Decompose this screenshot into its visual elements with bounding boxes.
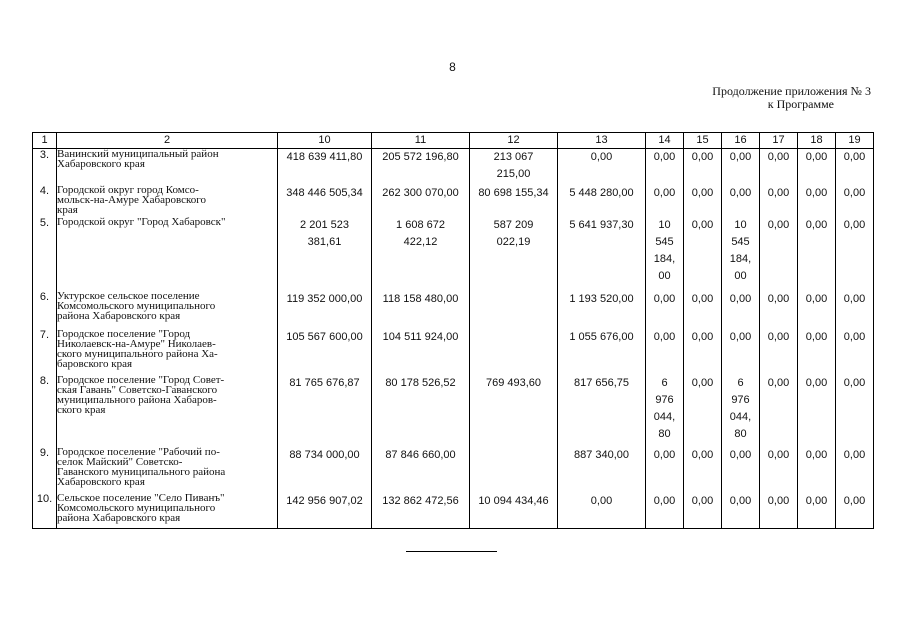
continuation-line-2: к Программе: [767, 97, 834, 111]
amount-cell: [470, 291, 558, 329]
footer-rule: [406, 551, 497, 552]
small-amount-cell: 0,00: [798, 375, 836, 447]
small-amount-cell: 0,00: [760, 291, 798, 329]
amount-cell: 80 698 155,34: [470, 185, 558, 217]
small-amount-cell: 0,00: [646, 493, 684, 529]
table-row: [33, 149, 874, 185]
page-number: 8: [449, 60, 456, 74]
column-header: 18: [798, 133, 836, 149]
small-amount-cell: 0,00: [798, 329, 836, 375]
amount-cell: 262 300 070,00: [372, 185, 470, 217]
small-amount-cell: 0,00: [798, 291, 836, 329]
row-number: 4.: [33, 185, 57, 217]
column-header: 16: [722, 133, 760, 149]
table-row: [33, 217, 874, 291]
row-number: 10.: [33, 493, 57, 529]
amount-cell: 5 448 280,00: [558, 185, 646, 217]
small-amount-cell: 0,00: [646, 149, 684, 185]
municipality-name: Городской округ город Комсо- мольск-на-Амуре Хабаровского края: [57, 185, 278, 217]
small-amount-cell: 0,00: [798, 185, 836, 217]
small-amount-cell: 0,00: [760, 217, 798, 291]
amount-cell: 348 446 505,34: [278, 185, 372, 217]
small-amount-cell: 0,00: [836, 149, 874, 185]
amount-cell: 132 862 472,56: [372, 493, 470, 529]
small-amount-cell: 0,00: [684, 185, 722, 217]
amount-cell: 2 201 523 381,61: [278, 217, 372, 291]
small-amount-cell: 0,00: [684, 375, 722, 447]
small-amount-cell: 0,00: [646, 447, 684, 493]
row-number: 5.: [33, 217, 57, 291]
amount-cell: 5 641 937,30: [558, 217, 646, 291]
amount-cell: 10 094 434,46: [470, 493, 558, 529]
budget-table: [32, 132, 874, 529]
column-header: 10: [278, 133, 372, 149]
amount-cell: 1 193 520,00: [558, 291, 646, 329]
small-amount-cell: 0,00: [798, 149, 836, 185]
small-amount-cell: 0,00: [760, 185, 798, 217]
small-amount-cell: 6 976 044, 80: [646, 375, 684, 447]
table-row: [33, 329, 874, 375]
small-amount-cell: 0,00: [798, 447, 836, 493]
amount-cell: [470, 329, 558, 375]
amount-cell: 418 639 411,80: [278, 149, 372, 185]
small-amount-cell: 0,00: [646, 329, 684, 375]
column-header: 12: [470, 133, 558, 149]
small-amount-cell: 0,00: [836, 291, 874, 329]
small-amount-cell: 0,00: [760, 493, 798, 529]
small-amount-cell: 0,00: [722, 329, 760, 375]
amount-cell: 88 734 000,00: [278, 447, 372, 493]
small-amount-cell: 0,00: [760, 329, 798, 375]
small-amount-cell: 0,00: [722, 291, 760, 329]
amount-cell: 817 656,75: [558, 375, 646, 447]
amount-cell: 104 511 924,00: [372, 329, 470, 375]
small-amount-cell: 0,00: [722, 447, 760, 493]
row-number: 9.: [33, 447, 57, 493]
table-row: [33, 185, 874, 217]
amount-cell: [470, 447, 558, 493]
column-header: 13: [558, 133, 646, 149]
small-amount-cell: 0,00: [684, 291, 722, 329]
small-amount-cell: 0,00: [836, 329, 874, 375]
municipality-name: Сельское поселение "Село Пиванъ" Комсомольского муниципального района Хабаровского края: [57, 493, 278, 529]
amount-cell: 142 956 907,02: [278, 493, 372, 529]
table-row: [33, 375, 874, 447]
municipality-name: Городское поселение "Город Николаевск-на-Амуре" Николаев- ского муниципального района Ха- баровского края: [57, 329, 278, 375]
table-header-row: [33, 133, 874, 149]
amount-cell: 87 846 660,00: [372, 447, 470, 493]
row-number: 7.: [33, 329, 57, 375]
small-amount-cell: 0,00: [798, 217, 836, 291]
small-amount-cell: 0,00: [646, 291, 684, 329]
amount-cell: 213 067 215,00: [470, 149, 558, 185]
small-amount-cell: 0,00: [684, 149, 722, 185]
column-header: 17: [760, 133, 798, 149]
small-amount-cell: 0,00: [836, 493, 874, 529]
row-number: 6.: [33, 291, 57, 329]
small-amount-cell: 0,00: [760, 375, 798, 447]
small-amount-cell: 0,00: [760, 447, 798, 493]
small-amount-cell: 0,00: [836, 185, 874, 217]
table-row: [33, 447, 874, 493]
row-number: 8.: [33, 375, 57, 447]
municipality-name: Уктурское сельское поселение Комсомольского муниципального района Хабаровского края: [57, 291, 278, 329]
column-header: 19: [836, 133, 874, 149]
appendix-continuation-note: [712, 85, 871, 111]
municipality-name: Городское поселение "Город Совет- ская Гавань" Советско-Гаванского муниципального района Хабаров- ского края: [57, 375, 278, 447]
amount-cell: 105 567 600,00: [278, 329, 372, 375]
amount-cell: 0,00: [558, 493, 646, 529]
table-row: [33, 291, 874, 329]
small-amount-cell: 0,00: [684, 329, 722, 375]
small-amount-cell: 0,00: [836, 447, 874, 493]
small-amount-cell: 0,00: [722, 185, 760, 217]
column-header: 1: [33, 133, 57, 149]
municipality-name: Городской округ "Город Хабаровск": [57, 217, 278, 291]
small-amount-cell: 0,00: [684, 447, 722, 493]
amount-cell: 587 209 022,19: [470, 217, 558, 291]
column-header: 2: [57, 133, 278, 149]
small-amount-cell: 0,00: [684, 493, 722, 529]
table-row: [33, 493, 874, 529]
amount-cell: 769 493,60: [470, 375, 558, 447]
small-amount-cell: 0,00: [836, 217, 874, 291]
amount-cell: 81 765 676,87: [278, 375, 372, 447]
column-header: 11: [372, 133, 470, 149]
amount-cell: 205 572 196,80: [372, 149, 470, 185]
amount-cell: 119 352 000,00: [278, 291, 372, 329]
municipality-name: Городское поселение "Рабочий по- селок Майский" Советско- Гаванского муниципального района Хабаровского края: [57, 447, 278, 493]
small-amount-cell: 0,00: [722, 149, 760, 185]
small-amount-cell: 0,00: [646, 185, 684, 217]
amount-cell: 1 055 676,00: [558, 329, 646, 375]
small-amount-cell: 0,00: [684, 217, 722, 291]
small-amount-cell: 0,00: [798, 493, 836, 529]
municipality-name: Ванинский муниципальный район Хабаровского края: [57, 149, 278, 185]
small-amount-cell: 0,00: [760, 149, 798, 185]
amount-cell: 887 340,00: [558, 447, 646, 493]
amount-cell: 80 178 526,52: [372, 375, 470, 447]
small-amount-cell: 0,00: [722, 493, 760, 529]
amount-cell: 1 608 672 422,12: [372, 217, 470, 291]
column-header: 14: [646, 133, 684, 149]
amount-cell: 118 158 480,00: [372, 291, 470, 329]
small-amount-cell: 10 545 184, 00: [722, 217, 760, 291]
small-amount-cell: 6 976 044, 80: [722, 375, 760, 447]
column-header: 15: [684, 133, 722, 149]
amount-cell: 0,00: [558, 149, 646, 185]
small-amount-cell: 0,00: [836, 375, 874, 447]
row-number: 3.: [33, 149, 57, 185]
continuation-line-1: Продолжение приложения № 3: [712, 84, 871, 98]
small-amount-cell: 10 545 184, 00: [646, 217, 684, 291]
